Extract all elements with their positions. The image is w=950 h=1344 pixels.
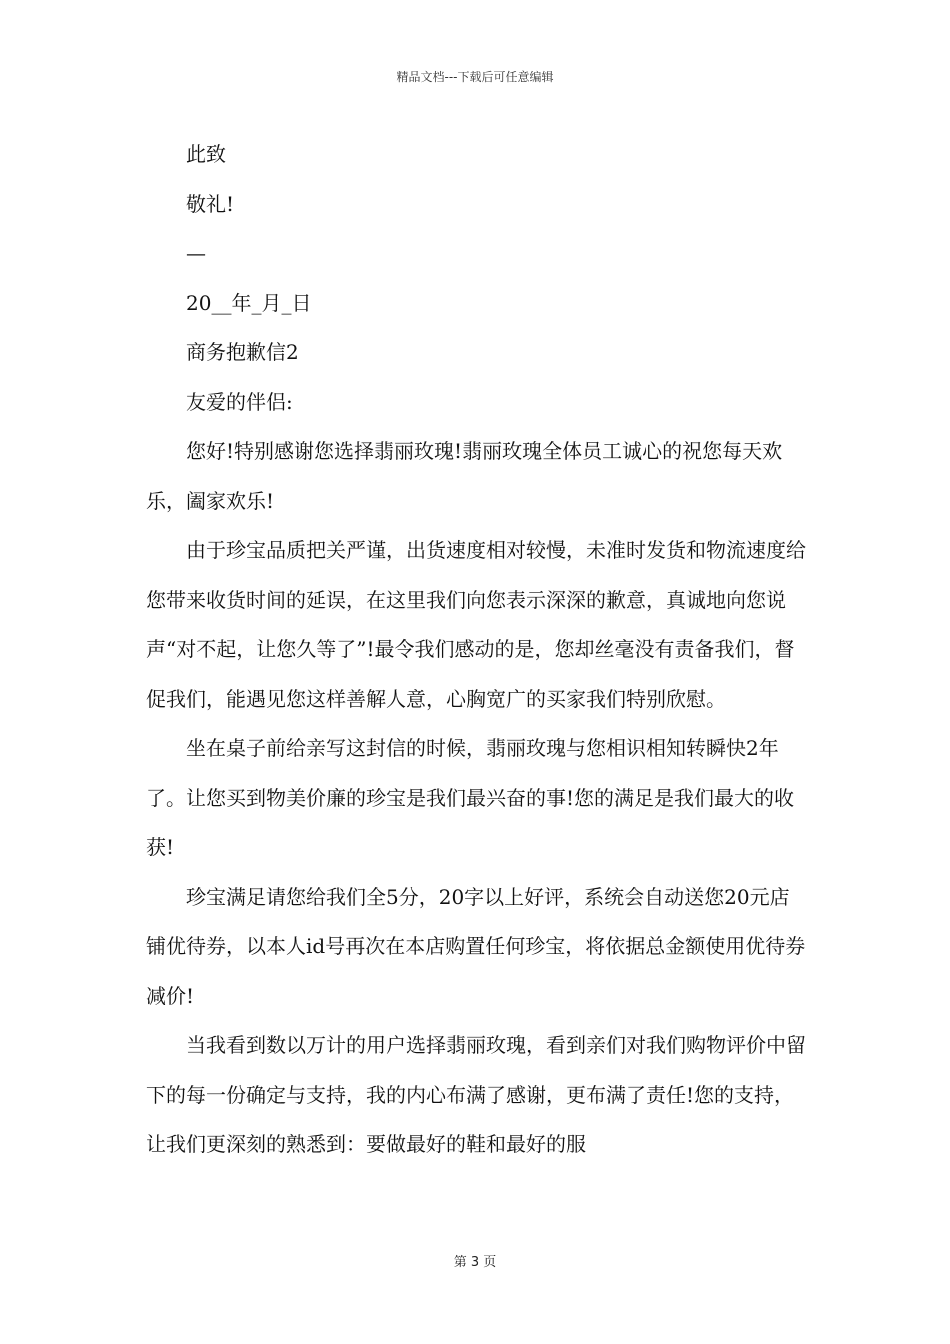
body-paragraph: 您好!特别感谢您选择翡丽玫瑰!翡丽玫瑰全体员工诚心的祝您每天欢乐，阖家欢乐! [146,439,783,513]
body-paragraph: 坐在桌子前给亲写这封信的时候，翡丽玫瑰与您相识相知转瞬快2年了。让您买到物美价廉的珍宝是我们最兴奋的事!您的满足是我们最大的收获! [146,736,795,859]
document-body [146,130,808,1170]
page-number: 第 3 页 [453,1255,497,1270]
closing-line-2: 敬礼! [186,191,235,216]
body-paragraph: 由于珍宝品质把关严谨，出货速度相对较慢，未准时发货和物流速度给您带来收货时间的延误，在这里我们向您表示深深的歉意，真诚地向您说声“对不起，让您久等了”!最令我们感动的是，您却丝毫没有责备我们，督促我们，能遇见您这样善解人意，心胸宽广的买家我们特别欣慰。 [146,538,806,711]
body-paragraph: 珍宝满足请您给我们全5分，20字以上好评，系统会自动送您20元店铺优待券，以本人id号再次在本店购置任何珍宝，将依据总金额使用优待券减价! [146,884,806,1008]
signature-line: — [186,241,206,265]
date-line: 20__年_月_日 [186,290,312,315]
letter-title: 商务抱歉信2 [186,340,299,364]
closing-line-1: 此致 [186,142,226,166]
letter-greeting: 友爱的伴侣: [186,389,293,414]
page-header: 精品文档---下载后可任意编辑 [396,70,554,84]
body-paragraph: 当我看到数以万计的用户选择翡丽玫瑰，看到亲们对我们购物评价中留下的每一份确定与支持，我的内心布满了感谢，更布满了责任!您的支持，让我们更深刻的熟悉到：要做最好的鞋和最好的服 [146,1033,806,1156]
